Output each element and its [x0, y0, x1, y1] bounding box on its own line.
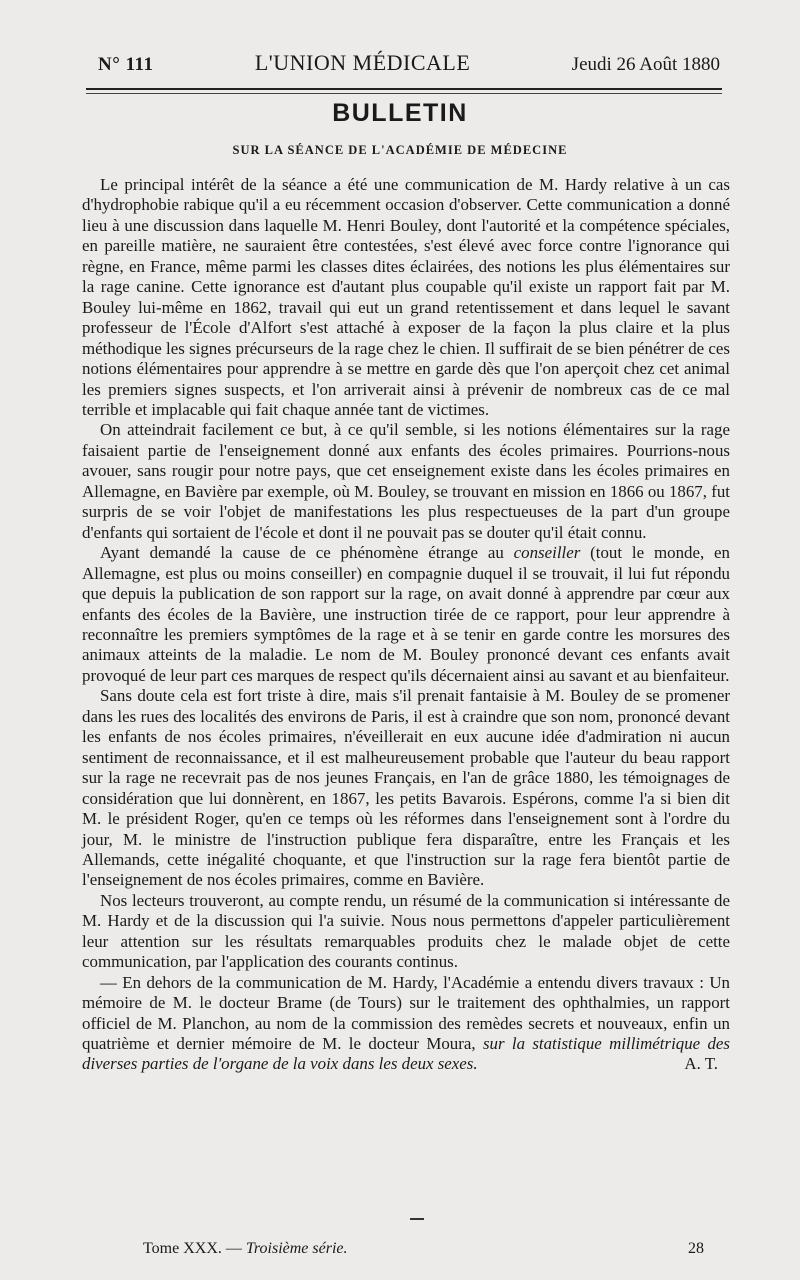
volume-label: Tome XXX. —: [143, 1240, 246, 1257]
author-signature: A. T.: [684, 1054, 718, 1074]
series-label: Troisième série.: [245, 1240, 348, 1257]
paragraph: Nos lecteurs trouveront, au compte rendu, un résumé de la communication si intéressante de M. Hardy et de la discussion qui l'a suivie. Nous nous permettons d'appeler particulièrement leur attention sur les résultats remarquables produits chez le malade objet de cette communication, par l'application des courants continus.: [82, 890, 730, 972]
volume-info: [143, 1240, 348, 1258]
paragraph-text: (tout le monde, en Allemagne, est plus ou moins conseiller) en compagnie duquel il se trouvait, il lui fut répondu que depuis la publication de son rapport sur la rage, on avait donné à apprendre par cœur aux enfants des écoles de la Bavière, une instruction tirée de ce rapport, pour leur apprendre à reconnaître les premiers symptômes de la rage et à se tenir en garde contre les morsures des animaux atteints de la maladie. Le nom de M. Bouley prononcé devant ces enfants avait provoqué de leur part ces marques de respect qu'ils décernaient ainsi au savant et au bienfaiteur.: [82, 543, 730, 685]
article-body: [82, 175, 730, 1075]
issue-number: N° 111: [98, 54, 154, 75]
journal-title: L'UNION MÉDICALE: [254, 50, 471, 75]
page-footer: [143, 1240, 704, 1258]
page-number: 28: [688, 1240, 704, 1257]
header-rule-thin: [86, 93, 722, 94]
italic-title: sur la statistique millimétrique des diverses parties de l'organe de la voix dans les deux sexes.: [82, 1034, 731, 1074]
page-header: [98, 50, 720, 76]
paragraph: Sans doute cela est fort triste à dire, mais s'il prenait fantaisie à M. Bouley de se promener dans les rues des localités des environs de Paris, il est à craindre que son nom, prononcé devant les enfants de nos écoles primaires, n'éveillerait en eux aucune idée d'admiration ni aucun sentiment de reconnaissance, et il est malheureusement probable que l'auteur du beau rapport sur la rage ne recevrait pas de nos jeunes Français, en l'an de grâce 1880, les témoignages de considération que lui donnèrent, en 1867, les petits Bavarois. Espérons, comme l'a si bien dit M. le président Roger, qu'en ce temps où les réformes dans l'enseignement sont à l'ordre du jour, M. le ministre de l'instruction publique fera disparaître, entre les Français et les Allemands, cette inégalité choquante, et que l'instruction sur la rage fera bientôt partie de l'enseignement de nos écoles primaires, comme en Bavière.: [82, 686, 730, 890]
header-rule: [86, 88, 722, 90]
paragraph: [82, 973, 730, 1075]
section-title: BULLETIN: [332, 99, 468, 127]
section-subtitle: SUR LA SÉANCE DE L'ACADÉMIE DE MÉDECINE: [232, 143, 568, 157]
paragraph: On atteindrait facilement ce but, à ce qu'il semble, si les notions élémentaires sur la rage faisaient partie de l'enseignement donné aux enfants des écoles primaires. Pourrions-nous avouer, sans rougir pour notre pays, que cet enseignement existe dans les écoles primaires en Allemagne, en Bavière par exemple, où M. Bouley, se trouvant en mission en 1866 ou 1867, fut surpris de se voir l'objet de manifestations les plus respectueuses de la part d'un groupe d'enfants qui sortaient de l'école et dont il ne pouvait pas se douter qu'il était connu.: [82, 420, 730, 542]
italic-term: conseiller: [513, 543, 581, 563]
footer-ornament: [410, 1218, 424, 1220]
paragraph: Le principal intérêt de la séance a été une communication de M. Hardy relative à un cas d'hydrophobie rabique qu'il a eu récemment occasion d'observer. Cette communication a donné lieu à une discussion dans laquelle M. Henri Bouley, dont l'autorité et la compétence spéciales, en pareille matière, ne sauraient être contestées, s'est élevé avec force contre l'ignorance qui règne, en France, même parmi les classes dites éclairées, des notions les plus élémentaires sur la rage canine. Cette ignorance est d'autant plus coupable qu'il existe un rapport fait par M. Bouley lui-même en 1862, travail qui eut un grand retentissement et dans lequel le savant professeur de l'École d'Alfort s'est attaché à exposer de la façon la plus claire et la plus méthodique les signes précurseurs de la rage chez le chien. Il suffirait de se bien pénétrer de ces notions élémentaires pour apprendre à se mettre en garde dès que l'on aperçoit chez cet animal les premiers signes suspects, et l'on arriverait ainsi à prévenir de nombreux cas de ce mal terrible et implacable qui fait chaque année tant de victimes.: [82, 175, 730, 419]
paragraph: [82, 543, 730, 686]
issue-date: Jeudi 26 Août 1880: [571, 54, 720, 75]
paragraph-text: Ayant demandé la cause de ce phénomène étrange au: [100, 543, 514, 563]
paragraph-text: — En dehors de la communication de M. Hardy, l'Académie a entendu divers travaux : Un mémoire de M. le docteur Brame (de Tours) sur le traitement des ophthalmies, un rapport officiel de M. Planchon, au nom de la commission des remèdes secrets et nouveaux, enfin un quatrième et dernier mémoire de M. le docteur Moura,: [82, 972, 730, 1054]
